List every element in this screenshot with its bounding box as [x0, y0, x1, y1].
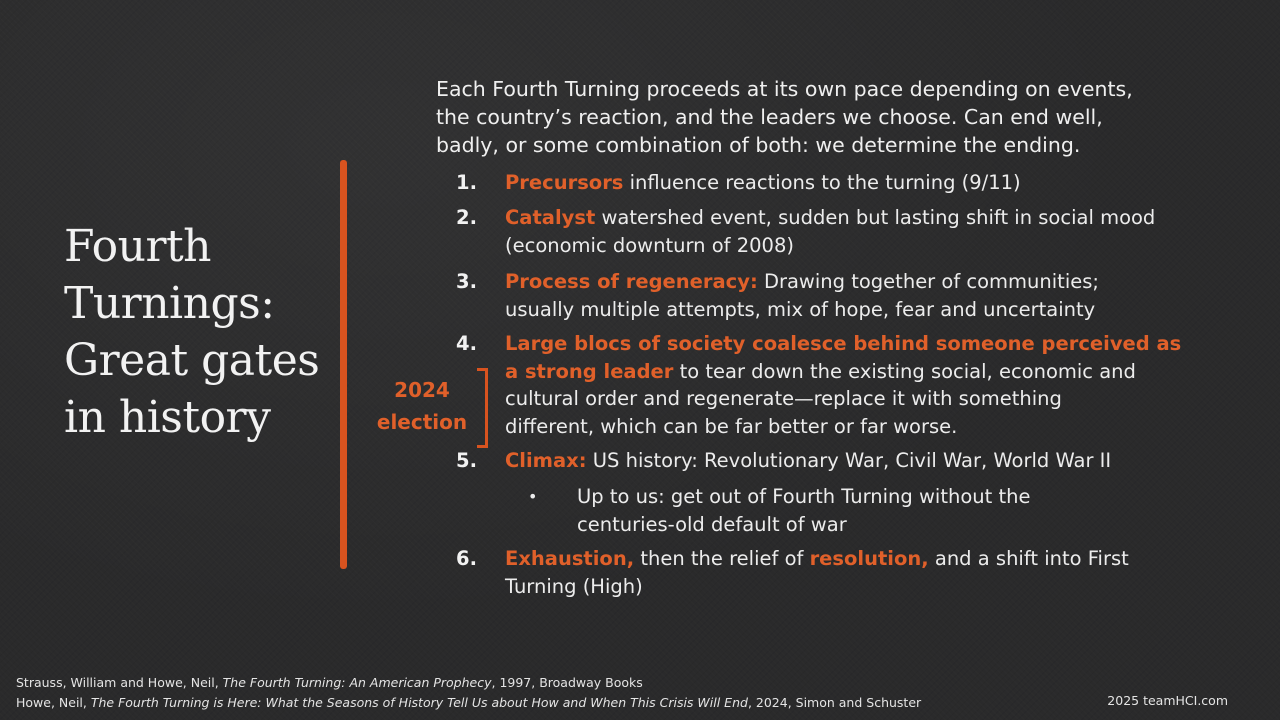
intro-line: badly, or some combination of both: we determine the ending. — [436, 133, 1081, 157]
item-number: 1. — [456, 171, 477, 194]
ref-title: The Fourth Turning: An American Prophecy — [222, 675, 492, 690]
item-body: influence reactions to the turning (9/11) — [623, 171, 1021, 194]
item-text — [505, 204, 1245, 259]
title-line: in history — [64, 392, 271, 443]
item-body: US history: Revolutionary War, Civil War, World War II — [586, 449, 1112, 472]
references — [16, 673, 921, 713]
item-highlight: Climax: — [505, 449, 587, 472]
item-highlight: a strong leader — [505, 359, 674, 383]
item-number: 6. — [456, 547, 477, 570]
ref-authors: Howe, Neil, — [16, 695, 91, 710]
item-body: Turning (High) — [505, 574, 643, 598]
title-line: Fourth — [64, 221, 212, 272]
item-text — [505, 330, 1245, 440]
item-body: cultural order and regenerate—replace it with something — [505, 387, 1062, 410]
side-note-bracket — [477, 368, 488, 448]
item-body: and a shift into First — [928, 547, 1129, 570]
ref-authors: Strauss, William and Howe, Neil, — [16, 675, 223, 690]
item-text — [505, 268, 1245, 323]
item-body: (economic downturn of 2008) — [505, 233, 794, 257]
side-note-year: 2024 — [394, 378, 450, 402]
intro-paragraph — [436, 75, 1216, 159]
bullet-icon: • — [528, 487, 538, 506]
item-highlight: Exhaustion, — [505, 547, 635, 570]
item-highlight: Process of regeneracy: — [505, 270, 758, 293]
ref-title: The Fourth Turning is Here: What the Seasons of History Tell Us about How and When This Crisis Will End — [90, 695, 748, 710]
item-number: 2. — [456, 206, 477, 229]
item-body: watershed event, sudden but lasting shift in social mood — [595, 206, 1156, 229]
credit-text: 2025 teamHCI.com — [1107, 693, 1228, 708]
item-text — [505, 545, 1245, 600]
item-number: 4. — [456, 332, 477, 355]
item-body: Drawing together of communities; — [757, 270, 1099, 293]
item-highlight: Precursors — [505, 171, 624, 194]
item-body: different, which can be far better or far worse. — [505, 414, 958, 438]
ref-publisher: , 2024, Simon and Schuster — [747, 695, 922, 710]
intro-line: the country’s reaction, and the leaders we choose. Can end well, — [436, 105, 1103, 129]
title-line: Turnings: — [64, 278, 275, 329]
title-line: Great gates — [64, 335, 320, 386]
accent-divider — [340, 160, 347, 569]
ref-publisher: , 1997, Broadway Books — [491, 675, 643, 690]
reference-1 — [16, 673, 921, 693]
item-highlight: Catalyst — [505, 206, 596, 229]
item-body: then the relief of — [634, 547, 810, 570]
sub-bullet-text — [577, 483, 1197, 538]
sub-bullet-line: Up to us: get out of Fourth Turning without the — [577, 485, 1031, 508]
side-note-label: election — [376, 410, 468, 434]
item-number: 3. — [456, 270, 477, 293]
slide-title — [64, 218, 334, 446]
item-text — [505, 169, 1245, 197]
sub-bullet-line: centuries-old default of war — [577, 512, 847, 536]
reference-2 — [16, 693, 921, 713]
intro-line: Each Fourth Turning proceeds at its own pace depending on events, — [436, 77, 1133, 101]
item-body: usually multiple attempts, mix of hope, fear and uncertainty — [505, 297, 1096, 321]
item-body: to tear down the existing social, economic and — [673, 359, 1136, 383]
item-highlight: Large blocs of society coalesce behind someone perceived as — [505, 332, 1182, 355]
item-text — [505, 447, 1245, 475]
item-number: 5. — [456, 449, 477, 472]
item-highlight: resolution, — [809, 547, 929, 570]
side-note — [372, 374, 472, 438]
